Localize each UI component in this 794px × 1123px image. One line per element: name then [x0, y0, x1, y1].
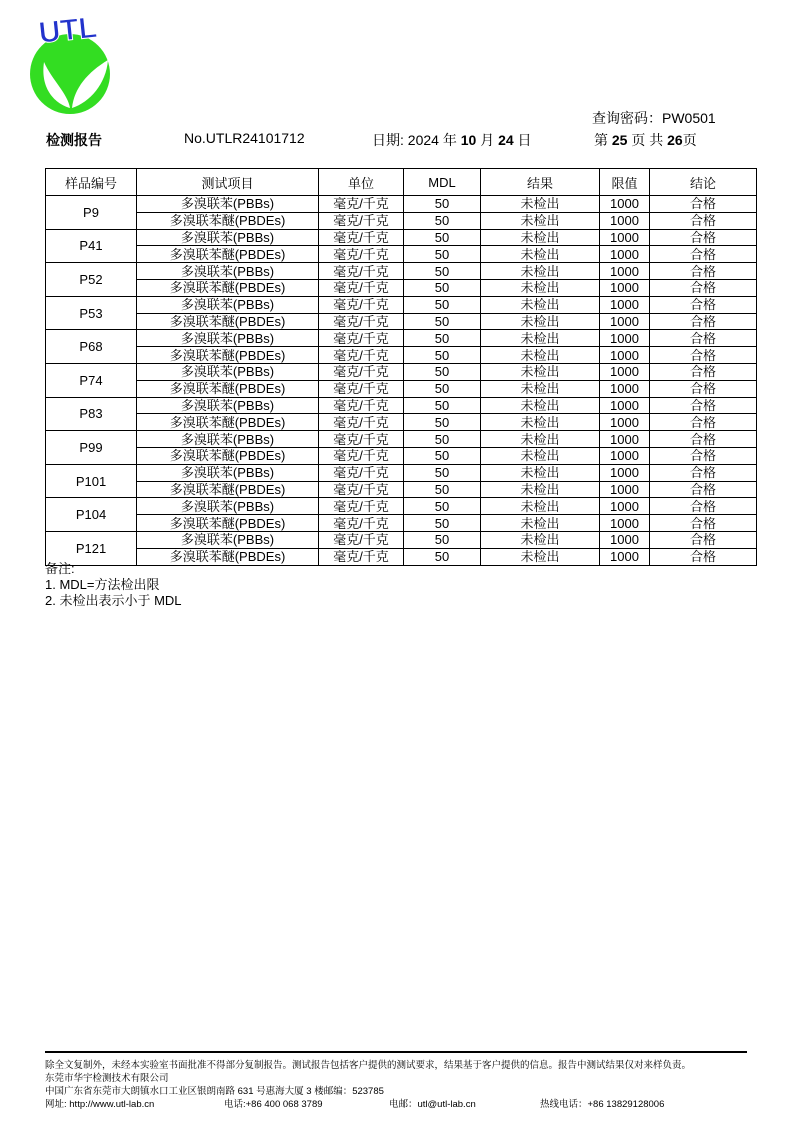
query-code: 查询密码：PW0501: [592, 110, 716, 126]
mdl-cell: 50: [404, 363, 481, 380]
test-item-cell: 多溴联苯醚(PBDEs): [137, 447, 319, 464]
limit-cell: 1000: [600, 431, 650, 448]
footer-phone: 电话:+86 400 068 3789: [224, 1099, 323, 1110]
sample-id-cell: P101: [46, 464, 137, 498]
limit-cell: 1000: [600, 347, 650, 364]
result-cell: 未检出: [481, 380, 600, 397]
result-cell: 未检出: [481, 481, 600, 498]
table-row: [46, 263, 757, 280]
limit-cell: 1000: [600, 279, 650, 296]
conclusion-cell: 合格: [650, 347, 757, 364]
limit-cell: 1000: [600, 548, 650, 565]
limit-cell: 1000: [600, 296, 650, 313]
unit-cell: 毫克/千克: [319, 196, 404, 213]
table-row: [46, 363, 757, 380]
unit-cell: 毫克/千克: [319, 515, 404, 532]
mdl-cell: 50: [404, 447, 481, 464]
footer-email: 电邮：utl@utl-lab.cn: [389, 1099, 476, 1110]
test-item-cell: 多溴联苯(PBBs): [137, 296, 319, 313]
limit-cell: 1000: [600, 414, 650, 431]
test-item-cell: 多溴联苯醚(PBDEs): [137, 548, 319, 565]
footer-website: 网址: http://www.utl-lab.cn: [45, 1099, 155, 1110]
conclusion-cell: 合格: [650, 380, 757, 397]
test-item-cell: 多溴联苯(PBBs): [137, 363, 319, 380]
sample-id-cell: P104: [46, 498, 137, 532]
sample-id-cell: P53: [46, 296, 137, 330]
conclusion-cell: 合格: [650, 212, 757, 229]
table-header-row: [46, 169, 757, 196]
result-cell: 未检出: [481, 431, 600, 448]
limit-cell: 1000: [600, 196, 650, 213]
test-item-cell: 多溴联苯(PBBs): [137, 263, 319, 280]
unit-cell: 毫克/千克: [319, 330, 404, 347]
footer-hotline: 热线电话：+86 13829128006: [540, 1099, 665, 1110]
result-cell: 未检出: [481, 313, 600, 330]
table-row: [46, 196, 757, 213]
result-cell: 未检出: [481, 515, 600, 532]
limit-cell: 1000: [600, 464, 650, 481]
test-item-cell: 多溴联苯醚(PBDEs): [137, 313, 319, 330]
test-item-cell: 多溴联苯醚(PBDEs): [137, 380, 319, 397]
column-header: MDL: [404, 169, 481, 196]
conclusion-cell: 合格: [650, 196, 757, 213]
test-item-cell: 多溴联苯醚(PBDEs): [137, 212, 319, 229]
test-item-cell: 多溴联苯(PBBs): [137, 229, 319, 246]
conclusion-cell: 合格: [650, 531, 757, 548]
limit-cell: 1000: [600, 246, 650, 263]
test-item-cell: 多溴联苯醚(PBDEs): [137, 414, 319, 431]
mdl-cell: 50: [404, 515, 481, 532]
conclusion-cell: 合格: [650, 447, 757, 464]
column-header: 样品编号: [46, 169, 137, 196]
conclusion-cell: 合格: [650, 229, 757, 246]
mdl-cell: 50: [404, 296, 481, 313]
mdl-cell: 50: [404, 531, 481, 548]
table-row: [46, 515, 757, 532]
result-cell: 未检出: [481, 531, 600, 548]
result-cell: 未检出: [481, 464, 600, 481]
result-cell: 未检出: [481, 330, 600, 347]
table-row: [46, 380, 757, 397]
sample-id-cell: P41: [46, 229, 137, 263]
mdl-cell: 50: [404, 414, 481, 431]
page-indicator: 第 25 页 共 26页: [594, 132, 697, 148]
table-row: [46, 414, 757, 431]
mdl-cell: 50: [404, 229, 481, 246]
notes-title: 备注:: [45, 561, 75, 576]
unit-cell: 毫克/千克: [319, 464, 404, 481]
mdl-cell: 50: [404, 212, 481, 229]
table-row: [46, 347, 757, 364]
result-cell: 未检出: [481, 246, 600, 263]
mdl-cell: 50: [404, 464, 481, 481]
unit-cell: 毫克/千克: [319, 380, 404, 397]
unit-cell: 毫克/千克: [319, 548, 404, 565]
unit-cell: 毫克/千克: [319, 313, 404, 330]
table-row: [46, 481, 757, 498]
unit-cell: 毫克/千克: [319, 531, 404, 548]
test-item-cell: 多溴联苯(PBBs): [137, 196, 319, 213]
mdl-cell: 50: [404, 246, 481, 263]
test-item-cell: 多溴联苯醚(PBDEs): [137, 515, 319, 532]
note-item: 2. 未检出表示小于 MDL: [45, 593, 182, 608]
limit-cell: 1000: [600, 380, 650, 397]
table-row: [46, 531, 757, 548]
result-cell: 未检出: [481, 212, 600, 229]
test-item-cell: 多溴联苯(PBBs): [137, 330, 319, 347]
unit-cell: 毫克/千克: [319, 212, 404, 229]
mdl-cell: 50: [404, 431, 481, 448]
test-item-cell: 多溴联苯(PBBs): [137, 531, 319, 548]
sample-id-cell: P74: [46, 363, 137, 397]
conclusion-cell: 合格: [650, 414, 757, 431]
unit-cell: 毫克/千克: [319, 447, 404, 464]
table-row: [46, 447, 757, 464]
conclusion-cell: 合格: [650, 515, 757, 532]
conclusion-cell: 合格: [650, 481, 757, 498]
mdl-cell: 50: [404, 196, 481, 213]
unit-cell: 毫克/千克: [319, 397, 404, 414]
mdl-cell: 50: [404, 347, 481, 364]
limit-cell: 1000: [600, 397, 650, 414]
report-number: No.UTLR24101712: [184, 130, 305, 146]
result-cell: 未检出: [481, 229, 600, 246]
result-cell: 未检出: [481, 363, 600, 380]
conclusion-cell: 合格: [650, 330, 757, 347]
conclusion-cell: 合格: [650, 431, 757, 448]
result-cell: 未检出: [481, 447, 600, 464]
limit-cell: 1000: [600, 263, 650, 280]
result-cell: 未检出: [481, 196, 600, 213]
test-item-cell: 多溴联苯(PBBs): [137, 431, 319, 448]
test-item-cell: 多溴联苯(PBBs): [137, 397, 319, 414]
table-row: [46, 246, 757, 263]
result-cell: 未检出: [481, 548, 600, 565]
column-header: 限值: [600, 169, 650, 196]
report-date: 日期: 2024 年 10 月 24 日: [372, 132, 532, 148]
table-row: [46, 313, 757, 330]
test-item-cell: 多溴联苯醚(PBDEs): [137, 347, 319, 364]
conclusion-cell: 合格: [650, 313, 757, 330]
mdl-cell: 50: [404, 498, 481, 515]
mdl-cell: 50: [404, 263, 481, 280]
results-table: [45, 168, 757, 566]
table-row: [46, 498, 757, 515]
limit-cell: 1000: [600, 229, 650, 246]
limit-cell: 1000: [600, 481, 650, 498]
limit-cell: 1000: [600, 447, 650, 464]
mdl-cell: 50: [404, 481, 481, 498]
logo-text: UTL: [37, 11, 99, 50]
utl-logo: [18, 8, 118, 116]
note-item: 1. MDL=方法检出限: [45, 577, 160, 592]
conclusion-cell: 合格: [650, 246, 757, 263]
conclusion-cell: 合格: [650, 263, 757, 280]
test-item-cell: 多溴联苯醚(PBDEs): [137, 246, 319, 263]
table-row: [46, 330, 757, 347]
unit-cell: 毫克/千克: [319, 229, 404, 246]
limit-cell: 1000: [600, 363, 650, 380]
conclusion-cell: 合格: [650, 363, 757, 380]
limit-cell: 1000: [600, 313, 650, 330]
result-cell: 未检出: [481, 414, 600, 431]
notes: [45, 561, 182, 609]
test-item-cell: 多溴联苯醚(PBDEs): [137, 481, 319, 498]
table-row: [46, 464, 757, 481]
result-cell: 未检出: [481, 263, 600, 280]
unit-cell: 毫克/千克: [319, 296, 404, 313]
result-cell: 未检出: [481, 347, 600, 364]
limit-cell: 1000: [600, 531, 650, 548]
report-title: 检测报告: [46, 132, 102, 148]
column-header: 测试项目: [137, 169, 319, 196]
mdl-cell: 50: [404, 313, 481, 330]
conclusion-cell: 合格: [650, 464, 757, 481]
unit-cell: 毫克/千克: [319, 431, 404, 448]
result-cell: 未检出: [481, 279, 600, 296]
mdl-cell: 50: [404, 330, 481, 347]
mdl-cell: 50: [404, 397, 481, 414]
mdl-cell: 50: [404, 279, 481, 296]
column-header: 结论: [650, 169, 757, 196]
test-item-cell: 多溴联苯(PBBs): [137, 464, 319, 481]
footer-disclaimer: 除全文复制外，未经本实验室书面批准不得部分复制报告。测试报告包括客户提供的测试要求，结果基于客户提供的信息。报告中测试结果仅对来样负责。: [45, 1060, 692, 1071]
table-row: [46, 431, 757, 448]
unit-cell: 毫克/千克: [319, 363, 404, 380]
table-row: [46, 296, 757, 313]
result-cell: 未检出: [481, 397, 600, 414]
conclusion-cell: 合格: [650, 498, 757, 515]
footer: [45, 1059, 755, 1111]
limit-cell: 1000: [600, 330, 650, 347]
sample-id-cell: P99: [46, 431, 137, 465]
conclusion-cell: 合格: [650, 296, 757, 313]
column-header: 结果: [481, 169, 600, 196]
unit-cell: 毫克/千克: [319, 279, 404, 296]
conclusion-cell: 合格: [650, 279, 757, 296]
unit-cell: 毫克/千克: [319, 246, 404, 263]
mdl-cell: 50: [404, 548, 481, 565]
unit-cell: 毫克/千克: [319, 481, 404, 498]
unit-cell: 毫克/千克: [319, 347, 404, 364]
sample-id-cell: P83: [46, 397, 137, 431]
sample-id-cell: P9: [46, 196, 137, 230]
unit-cell: 毫克/千克: [319, 414, 404, 431]
limit-cell: 1000: [600, 498, 650, 515]
mdl-cell: 50: [404, 380, 481, 397]
table-row: [46, 397, 757, 414]
footer-company: 东莞市华宇检测技术有限公司: [45, 1073, 169, 1084]
footer-contacts: [45, 1098, 755, 1111]
footer-address: 中国广东省东莞市大朗镇水口工业区银朗南路 631 号惠海大厦 3 楼邮编：523785: [45, 1086, 384, 1097]
result-cell: 未检出: [481, 498, 600, 515]
unit-cell: 毫克/千克: [319, 263, 404, 280]
sample-id-cell: P68: [46, 330, 137, 364]
table-row: [46, 229, 757, 246]
limit-cell: 1000: [600, 212, 650, 229]
test-item-cell: 多溴联苯醚(PBDEs): [137, 279, 319, 296]
conclusion-cell: 合格: [650, 548, 757, 565]
limit-cell: 1000: [600, 515, 650, 532]
unit-cell: 毫克/千克: [319, 498, 404, 515]
footer-divider: [45, 1051, 747, 1053]
conclusion-cell: 合格: [650, 397, 757, 414]
column-header: 单位: [319, 169, 404, 196]
table-row: [46, 279, 757, 296]
sample-id-cell: P121: [46, 531, 137, 565]
table-row: [46, 212, 757, 229]
result-cell: 未检出: [481, 296, 600, 313]
sample-id-cell: P52: [46, 263, 137, 297]
test-item-cell: 多溴联苯(PBBs): [137, 498, 319, 515]
